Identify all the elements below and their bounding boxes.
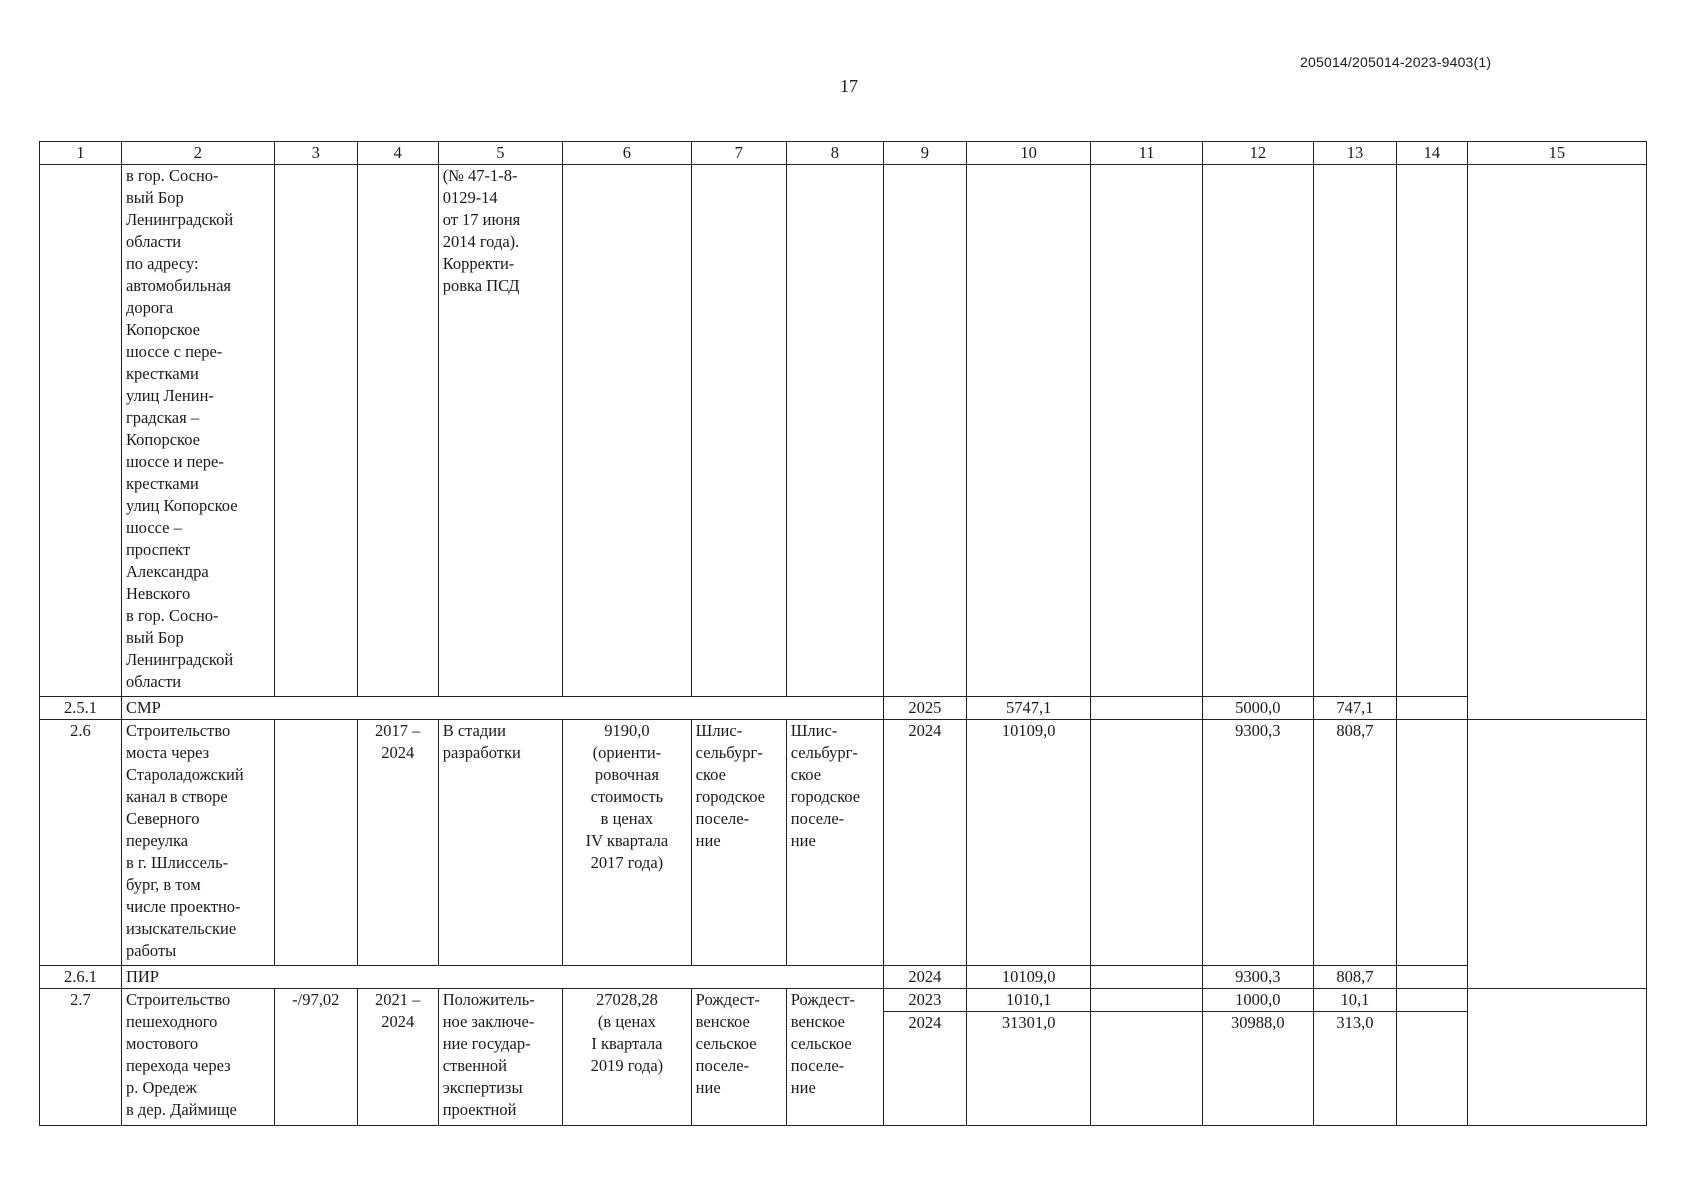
- customer: Рождест- венское сельское поселе- ние: [691, 989, 786, 1126]
- row-number: 2.7: [40, 989, 122, 1126]
- object-name: Строительство пешеходного мостового перехода через р. Оредеж в дер. Даймище: [121, 989, 274, 1126]
- total-amount: 10109,0: [966, 720, 1090, 966]
- column-number: 5: [438, 142, 562, 165]
- year: 2024: [883, 966, 966, 989]
- year: 2025: [883, 697, 966, 720]
- column-number: 12: [1202, 142, 1313, 165]
- estimated-cost: 27028,28 (в ценах I квартала 2019 года): [563, 989, 692, 1126]
- document-status: Положитель- ное заключе- ние государ- ственной экспертизы проектной: [438, 989, 562, 1126]
- column-number: 9: [883, 142, 966, 165]
- column-number: 8: [786, 142, 883, 165]
- table-row-2-6-1: [40, 966, 1647, 989]
- total-amount: 10109,0: [966, 966, 1090, 989]
- year: 2024: [883, 720, 966, 966]
- object-name: Строительство моста через Староладожский канал в створе Северного переулка в г. Шлиссель- бург, в том числе проектно- изыскательские работы: [121, 720, 274, 966]
- object-name: ПИР: [121, 966, 883, 989]
- object-name: в гор. Сосно- вый Бор Ленинградской области по адресу: автомобильная дорога Копорское шоссе с пере- крестками улиц Ленин- градская – Копорское шоссе и пере- крестками улиц Копорское шоссе – проспект Александра Невского в гор. Сосно- вый Бор Ленинградской области: [121, 165, 274, 697]
- period: 2017 – 2024: [357, 720, 438, 966]
- column-number: 11: [1091, 142, 1202, 165]
- year: 2023: [883, 989, 966, 1012]
- total-amount: 31301,0: [966, 1012, 1090, 1126]
- column-number: 10: [966, 142, 1090, 165]
- object-name: СМР: [121, 697, 883, 720]
- document-id: 205014/205014-2023-9403(1): [1300, 54, 1492, 70]
- column-number: 13: [1313, 142, 1396, 165]
- amount-col13: 808,7: [1313, 720, 1396, 966]
- owner: Рождест- венское сельское поселе- ние: [786, 989, 883, 1126]
- amount-col13: 747,1: [1313, 697, 1396, 720]
- column-number: 1: [40, 142, 122, 165]
- amount-col12: 9300,3: [1202, 720, 1313, 966]
- estimated-cost: 9190,0 (ориенти- ровочная стоимость в ценах IV квартала 2017 года): [563, 720, 692, 966]
- customer: Шлис- сельбург- ское городское поселе- ние: [691, 720, 786, 966]
- document-status: В стадии разработки: [438, 720, 562, 966]
- total-amount: 1010,1: [966, 989, 1090, 1012]
- amount-col12: 9300,3: [1202, 966, 1313, 989]
- amount-col12: 1000,0: [1202, 989, 1313, 1012]
- column-number: 15: [1467, 142, 1646, 165]
- table-row-2-5-1: [40, 697, 1647, 720]
- amount-col13: 313,0: [1313, 1012, 1396, 1126]
- owner: Шлис- сельбург- ское городское поселе- ние: [786, 720, 883, 966]
- investment-table: [39, 141, 1647, 1126]
- column-number: 6: [563, 142, 692, 165]
- total-amount: 5747,1: [966, 697, 1090, 720]
- amount-col12: 5000,0: [1202, 697, 1313, 720]
- row-number: 2.6.1: [40, 966, 122, 989]
- amount-col12: 30988,0: [1202, 1012, 1313, 1126]
- amount-col13: 10,1: [1313, 989, 1396, 1012]
- row-number: 2.6: [40, 720, 122, 966]
- row-number: 2.5.1: [40, 697, 122, 720]
- amount-col13: 808,7: [1313, 966, 1396, 989]
- year: 2024: [883, 1012, 966, 1126]
- column-number: 2: [121, 142, 274, 165]
- column-number: 14: [1396, 142, 1467, 165]
- page-number: 17: [840, 76, 858, 96]
- column-number: 4: [357, 142, 438, 165]
- column-number: 7: [691, 142, 786, 165]
- table-row-continuation: [40, 165, 1647, 697]
- period: 2021 – 2024: [357, 989, 438, 1126]
- table-row-2-6: [40, 720, 1647, 966]
- document-status: (№ 47-1-8- 0129-14 от 17 июня 2014 года). Корректи- ровка ПСД: [438, 165, 562, 697]
- table-row-2-7: [40, 989, 1647, 1012]
- capacity: -/97,02: [274, 989, 357, 1126]
- column-number: 3: [274, 142, 357, 165]
- column-number-row: [40, 142, 1647, 165]
